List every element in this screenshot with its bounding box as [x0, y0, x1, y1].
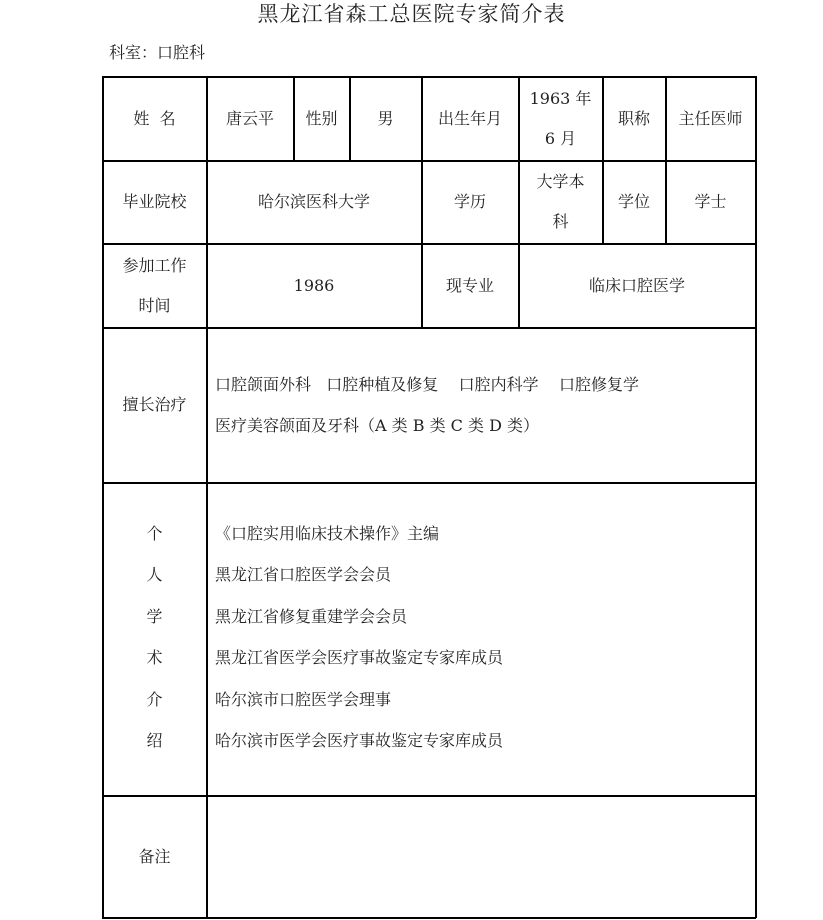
academic-item: 《口腔实用临床技术操作》主编: [215, 523, 440, 543]
academic-label-char: 绍: [146, 731, 163, 750]
expertise-label: [103, 328, 206, 482]
expertise-value: [215, 328, 750, 482]
remarks-label: [103, 796, 206, 917]
academic-label-char: 术: [146, 648, 163, 667]
school-value-text: 哈尔滨医科大学: [257, 192, 370, 211]
expertise-line: 口腔颌面外科 口腔种植及修复 口腔内科学 口腔修复学: [215, 375, 639, 394]
degree-label: [603, 161, 665, 243]
degree-value: [666, 161, 755, 243]
name-value: [207, 77, 293, 160]
academic-item: 黑龙江省修复重建学会会员: [215, 606, 408, 626]
title-label: [603, 77, 665, 160]
birth-year-text: 1963 年: [529, 88, 592, 108]
name-label-text: 姓 名: [133, 108, 176, 128]
school-value: [207, 161, 421, 243]
department-line: 科室：口腔科: [109, 43, 206, 62]
expertise-line: 医疗美容颌面及牙科（A 类 B 类 C 类 D 类）: [215, 416, 539, 435]
work-start-label-line2: 时间: [138, 295, 171, 315]
specialty-label-text: 现专业: [445, 275, 494, 295]
gender-label-text: 性别: [305, 108, 338, 128]
academic-label-char: 个: [146, 523, 163, 543]
academic-label-char: 介: [146, 689, 163, 709]
education-label-text: 学历: [453, 192, 486, 211]
academic-item: 哈尔滨市医学会医疗事故鉴定专家库成员: [215, 731, 504, 750]
academic-item: 黑龙江省医学会医疗事故鉴定专家库成员: [215, 648, 504, 667]
academic-item: 哈尔滨市口腔医学会理事: [215, 689, 392, 709]
gender-label: [294, 77, 349, 160]
education-value-line2: 科: [552, 212, 569, 231]
education-label: [422, 161, 518, 243]
title-value: [666, 77, 755, 160]
specialty-value-text: 临床口腔医学: [588, 275, 685, 295]
table-border-right: [755, 76, 757, 918]
degree-value-text: 学士: [694, 192, 727, 211]
expertise-label-text: 擅长治疗: [122, 395, 187, 414]
work-start-value: [207, 244, 421, 327]
birth-month-text: 6 月: [544, 128, 577, 148]
birth-value: [519, 77, 602, 160]
gender-value-text: 男: [377, 108, 394, 128]
education-value: [519, 161, 602, 243]
work-start-value-text: 1986: [293, 275, 335, 295]
education-value-line1: 大学本: [536, 172, 585, 191]
name-label: [103, 77, 206, 160]
row-divider: [102, 482, 756, 484]
title-label-text: 职称: [617, 108, 650, 128]
remarks-label-text: 备注: [138, 846, 171, 866]
academic-label-char: 学: [146, 606, 163, 626]
birth-label: [422, 77, 518, 160]
academic-item: 黑龙江省口腔医学会会员: [215, 565, 392, 584]
remarks-value: [207, 796, 755, 917]
degree-label-text: 学位: [617, 192, 650, 211]
work-start-label-line1: 参加工作: [122, 255, 187, 275]
academic-label: [103, 492, 206, 782]
table-border-bottom: [102, 917, 756, 919]
school-label-text: 毕业院校: [122, 192, 187, 211]
school-label: [103, 161, 206, 243]
specialty-label: [422, 244, 518, 327]
page-title: 黑龙江省森工总医院专家简介表: [257, 2, 566, 26]
gender-value: [350, 77, 421, 160]
work-start-label: [103, 244, 206, 327]
academic-label-char: 人: [146, 565, 163, 584]
specialty-value: [519, 244, 755, 327]
title-value-text: 主任医师: [678, 108, 743, 128]
birth-label-text: 出生年月: [437, 108, 502, 128]
name-value-text: 唐云平: [225, 108, 274, 128]
academic-list: [215, 492, 750, 782]
